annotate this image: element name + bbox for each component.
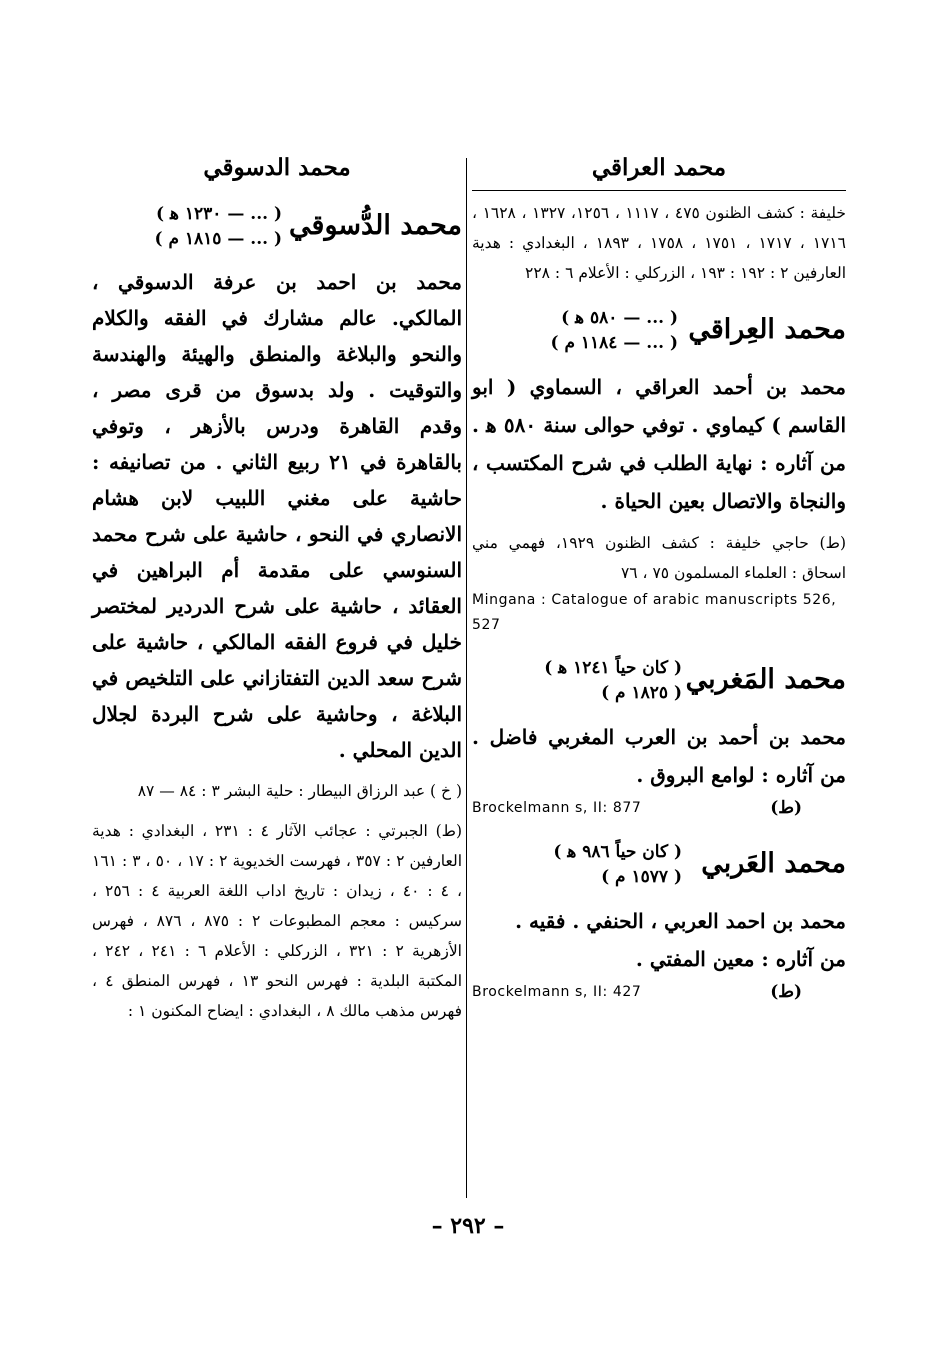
reference-continuation: خليفة : كشف الظنون ٤٧٥ ، ١١١٧ ، ١٢٥٦، ١٣٢٧ ، ١٦٢٨ ، ١٧١٦ ، ١٧١٧ ، ١٧٥١ ، ١٧٥٨ ، ١٨٩٣ ، البغدادي : هدية العارفين ٢ : ١٩٢ : ١٩٣ ، الزركلي : الأعلام ٦ : ٢٢٨ (472, 204, 846, 282)
entry-reference-row (472, 794, 846, 822)
entry-heading-maghribi (472, 656, 846, 718)
entry-text: من آثاره : معين المفتي . (635, 947, 846, 971)
gregorian-date: ( ... — ١١٨٤ م ) (550, 333, 678, 353)
entry-text: محمد بن أحمد العراقي ، السماوي ( ابو القاسم ) كيماوي . توفي حوالى سنة ٥٨٠ ﻫ . من آثاره : نهاية الطلب في شرح المكتسب ، والنجاة والاتصال بعين الحياة . (472, 375, 846, 513)
entry-text: محمد بن احمد العربي ، الحنفي . فقيه . (515, 909, 846, 933)
entry-dates (551, 306, 679, 356)
hijri-date: ( كان حياً ٩٨٦ ﻫ ) (553, 842, 682, 862)
entry-text: محمد بن احمد بن عرفة الدسوقي ، المالكي. عالم مشارك في الفقه والكلام والنحو والبلاغة والمنطق والهيئة والهندسة والتوقيت . ولد بدسوق من قرى مصر ، وقدم القاهرة ودرس بالأزهر ، وتوفي بالقاهرة في ٢١ ربيع الثاني . من تصانيفه : حاشية على مغني اللبيب لابن هشام الانصاري في النحو ، حاشية على شرح محمد السنوسي على مقدمة أم البراهين في العقائد ، حاشية على شرح الدردير لمختصر خليل في فروع الفقه المالكي ، حاشية على شرح سعد الدين التفتازاني على التلخيص في البلاغة ، وحاشية على شرح البردة لجلال الدين المحلي . (92, 270, 462, 762)
gregorian-date: ( ١٥٧٧ م ) (601, 867, 682, 887)
running-head-left: محمد الدسوقي (203, 154, 351, 181)
right-column (472, 150, 846, 1006)
entry-reference-row (472, 978, 846, 1006)
left-column (92, 150, 462, 1026)
entry-text: محمد بن أحمد بن العرب المغربي فاضل . من آثاره : لوامع البروق . (472, 725, 846, 787)
gregorian-date: ( ... — ١٨١٥ م ) (154, 229, 282, 249)
entry-dates (155, 202, 283, 252)
entry-reference: ( خ ) عبد الرزاق البيطار : حلية البشر ٣ : ٨٤ — ٨٧ (137, 782, 462, 800)
hijri-date: ( ... — ٥٨٠ ﻫ ) (561, 308, 678, 328)
entry-reference-latin: Brockelmann s, II: 427 (472, 984, 642, 1000)
entry-name: محمد العِراقي (688, 314, 846, 345)
gregorian-date: ( ١٨٢٥ م ) (601, 683, 682, 703)
entry-dates (553, 840, 682, 890)
entry-name: محمد الدُّسوقي (289, 210, 462, 241)
column-divider (466, 158, 467, 1198)
entry-dates (544, 656, 682, 706)
entry-name: محمد المَغربي (685, 664, 846, 695)
hijri-date: ( ... — ١٢٣٠ ﻫ ) (156, 204, 282, 224)
entry-reference: (ط) الجبرتي : عجائب الآثار ٤ : ٢٣١ ، البغدادي : هدية العارفين ٢ : ٣٥٧ ، فهرست الخديوية ٢ : ١٧ ، ٥٠ ، ٣ : ١٦١ ، ٤ : ٤٠ ، زيدان : تاريخ اداب اللغة العربية ٤ : ٢٥٦ ، سركيس : معجم المطبوعات ٢ : ٨٧٥ ، ٨٧٦ ، فهرس الأزهرية ٢ : ٣٢١ ، الزركلي : الأعلام ٦ : ٢٤١ ، ٢٤٢ ، المكتبة البلدية : فهرس النحو ١٣ ، فهرس المنطق ٤ ، فهرس مذهب مالك ٨ ، البغدادي : ايضاح المكنون ١ : (92, 822, 463, 1020)
entry-reference-latin: Brockelmann s, II: 877 (472, 800, 642, 816)
reference-code: (ط) (770, 798, 802, 818)
entry-heading-dasuqi (92, 202, 462, 264)
page-number: – ٢٩٢ – (431, 1213, 505, 1239)
entry-reference: (ط) حاجي خليفة : كشف الظنون ١٩٢٩، فهمي مني اسحاق : العلماء المسلمون ٧٥ ، ٧٦ (472, 534, 846, 582)
running-head-right: محمد العراقي (591, 154, 727, 181)
entry-name: محمد العَربي (701, 848, 846, 879)
hijri-date: ( كان حياً ١٢٤١ ﻫ ) (544, 658, 682, 678)
entry-heading-iraqi (472, 306, 846, 368)
entry-reference-latin: Mingana : Catalogue of arabic manuscripts 526, 527 (472, 592, 837, 633)
entry-heading-arabi (472, 840, 846, 902)
reference-code: (ط) (770, 982, 802, 1002)
